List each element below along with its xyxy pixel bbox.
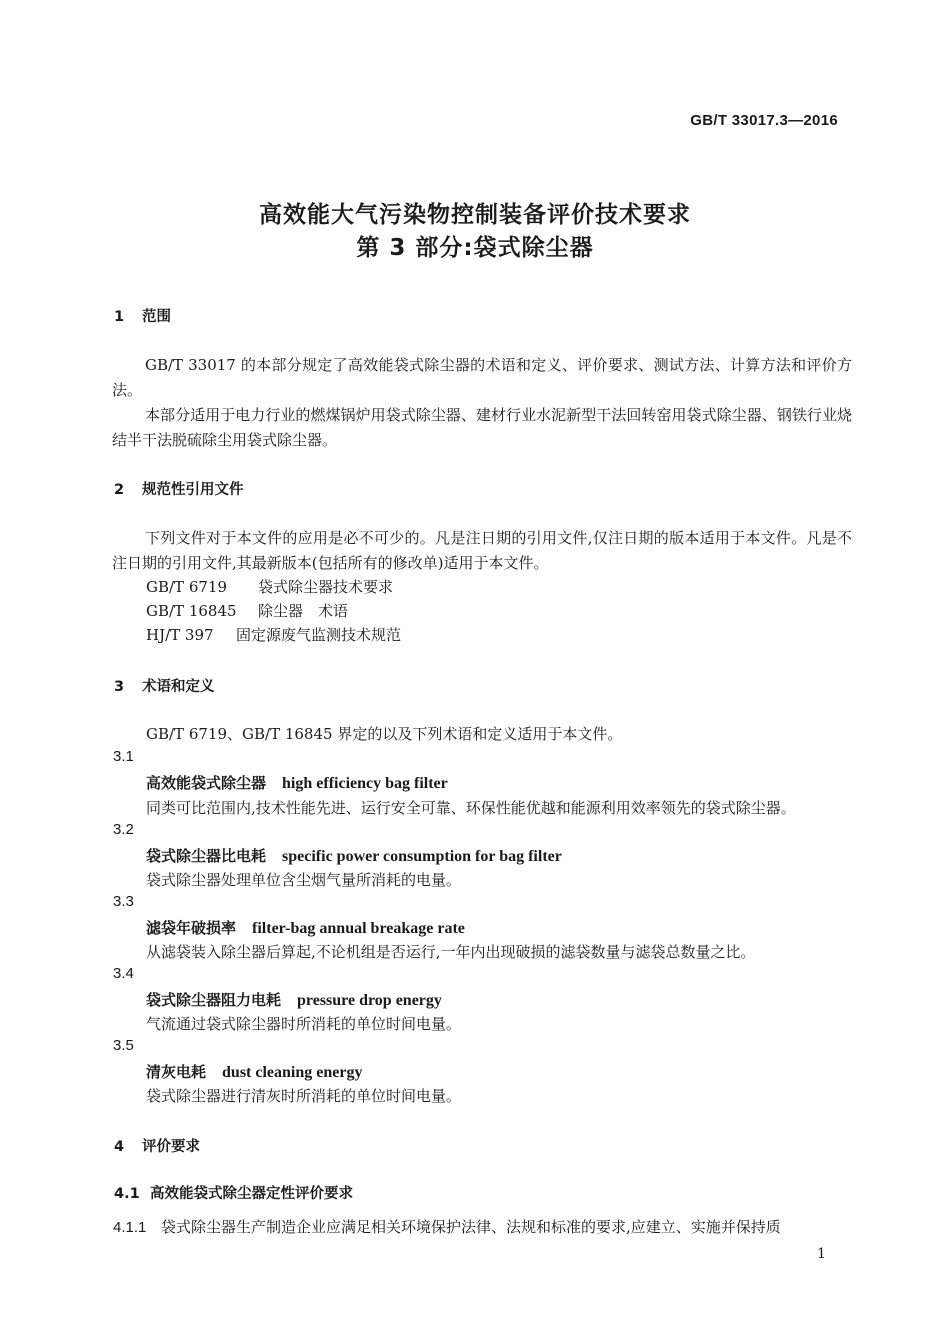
document-title: 高效能大气污染物控制装备评价技术要求: [259, 202, 691, 228]
section-title: 评价要求: [142, 1139, 200, 1155]
reference-name: 固定源废气监测技术规范: [236, 626, 402, 644]
section-2-heading: [114, 478, 244, 499]
term-chinese: 清灰电耗: [146, 1063, 207, 1081]
section-title: 规范性引用文件: [142, 482, 244, 498]
term-definition: 气流通过袋式除尘器时所消耗的单位时间电量。: [146, 1015, 462, 1033]
subsection-4-1-heading: [114, 1182, 353, 1203]
term-definition: 袋式除尘器处理单位含尘烟气量所消耗的电量。: [146, 871, 462, 889]
term-definition: 袋式除尘器进行清灰时所消耗的单位时间电量。: [146, 1087, 462, 1105]
term-number: 3.3: [113, 893, 134, 910]
term-definition: 从滤袋装入除尘器后算起,不论机组是否运行,一年内出现破损的滤袋数量与滤袋总数量之比。: [146, 943, 756, 961]
term-english: high efficiency bag filter: [282, 775, 448, 792]
section-4-heading: [114, 1135, 200, 1156]
reference-item: [146, 600, 348, 621]
section-number: 2: [114, 482, 125, 498]
section-title: 术语和定义: [142, 679, 215, 695]
term-english: filter-bag annual breakage rate: [252, 920, 465, 937]
reference-code: GB/T 16845: [146, 602, 237, 620]
term-number: 3.1: [113, 748, 134, 765]
section-1-heading: [114, 305, 171, 326]
term-english: specific power consumption for bag filter: [282, 848, 562, 865]
term-title: [146, 917, 465, 938]
section-number: 4: [114, 1139, 125, 1155]
term-title: [146, 1061, 362, 1082]
reference-item: [146, 576, 393, 597]
reference-code: GB/T 6719: [146, 578, 228, 596]
term-chinese: 袋式除尘器阻力电耗: [146, 991, 282, 1009]
term-chinese: 滤袋年破损率: [146, 919, 237, 937]
subsection-title: 高效能袋式除尘器定性评价要求: [150, 1186, 353, 1202]
reference-name: 袋式除尘器技术要求: [258, 578, 394, 596]
term-number: 3.5: [113, 1037, 134, 1054]
subsection-number: 4.1: [114, 1186, 140, 1202]
reference-name: 除尘器 术语: [258, 602, 349, 620]
term-title: [146, 845, 562, 866]
section-number: 3: [114, 679, 125, 695]
term-chinese: 袋式除尘器比电耗: [146, 847, 267, 865]
clause-4-1-1: [113, 1216, 781, 1237]
term-english: dust cleaning energy: [222, 1064, 363, 1081]
term-number: 3.4: [113, 965, 134, 982]
clause-text: 袋式除尘器生产制造企业应满足相关环境保护法律、法规和标准的要求,应建立、实施并保持质: [161, 1218, 781, 1236]
term-english: pressure drop energy: [297, 992, 442, 1009]
section-1-paragraph-1: GB/T 33017 的本部分规定了高效能袋式除尘器的术语和定义、评价要求、测试方法、计算方法和评价方法。: [112, 356, 852, 399]
term-definition: 同类可比范围内,技术性能先进、运行安全可靠、环保性能优越和能源利用效率领先的袋式除尘器。: [146, 799, 796, 817]
section-number: 1: [114, 309, 125, 325]
section-2-paragraph-1: 下列文件对于本文件的应用是必不可少的。凡是注日期的引用文件,仅注日期的版本适用于本文件。凡是不注日期的引用文件,其最新版本(包括所有的修改单)适用于本文件。: [112, 529, 852, 572]
page-number: 1: [817, 1246, 826, 1262]
clause-number: 4.1.1: [113, 1219, 147, 1236]
reference-code: HJ/T 397: [146, 626, 214, 644]
document-subtitle: 第 3 部分:袋式除尘器: [356, 235, 594, 261]
reference-item: [146, 624, 401, 645]
section-1-paragraph-2: 本部分适用于电力行业的燃煤锅炉用袋式除尘器、建材行业水泥新型干法回转窑用袋式除尘器、钢铁行业烧结半干法脱硫除尘用袋式除尘器。: [112, 406, 852, 449]
term-title: [146, 989, 442, 1010]
term-title: [146, 772, 448, 793]
section-3-intro: GB/T 6719、GB/T 16845 界定的以及下列术语和定义适用于本文件。: [146, 725, 623, 743]
standard-code: GB/T 33017.3—2016: [690, 112, 838, 129]
section-title: 范围: [142, 309, 171, 325]
term-chinese: 高效能袋式除尘器: [146, 774, 267, 792]
section-3-heading: [114, 675, 215, 696]
term-number: 3.2: [113, 821, 134, 838]
